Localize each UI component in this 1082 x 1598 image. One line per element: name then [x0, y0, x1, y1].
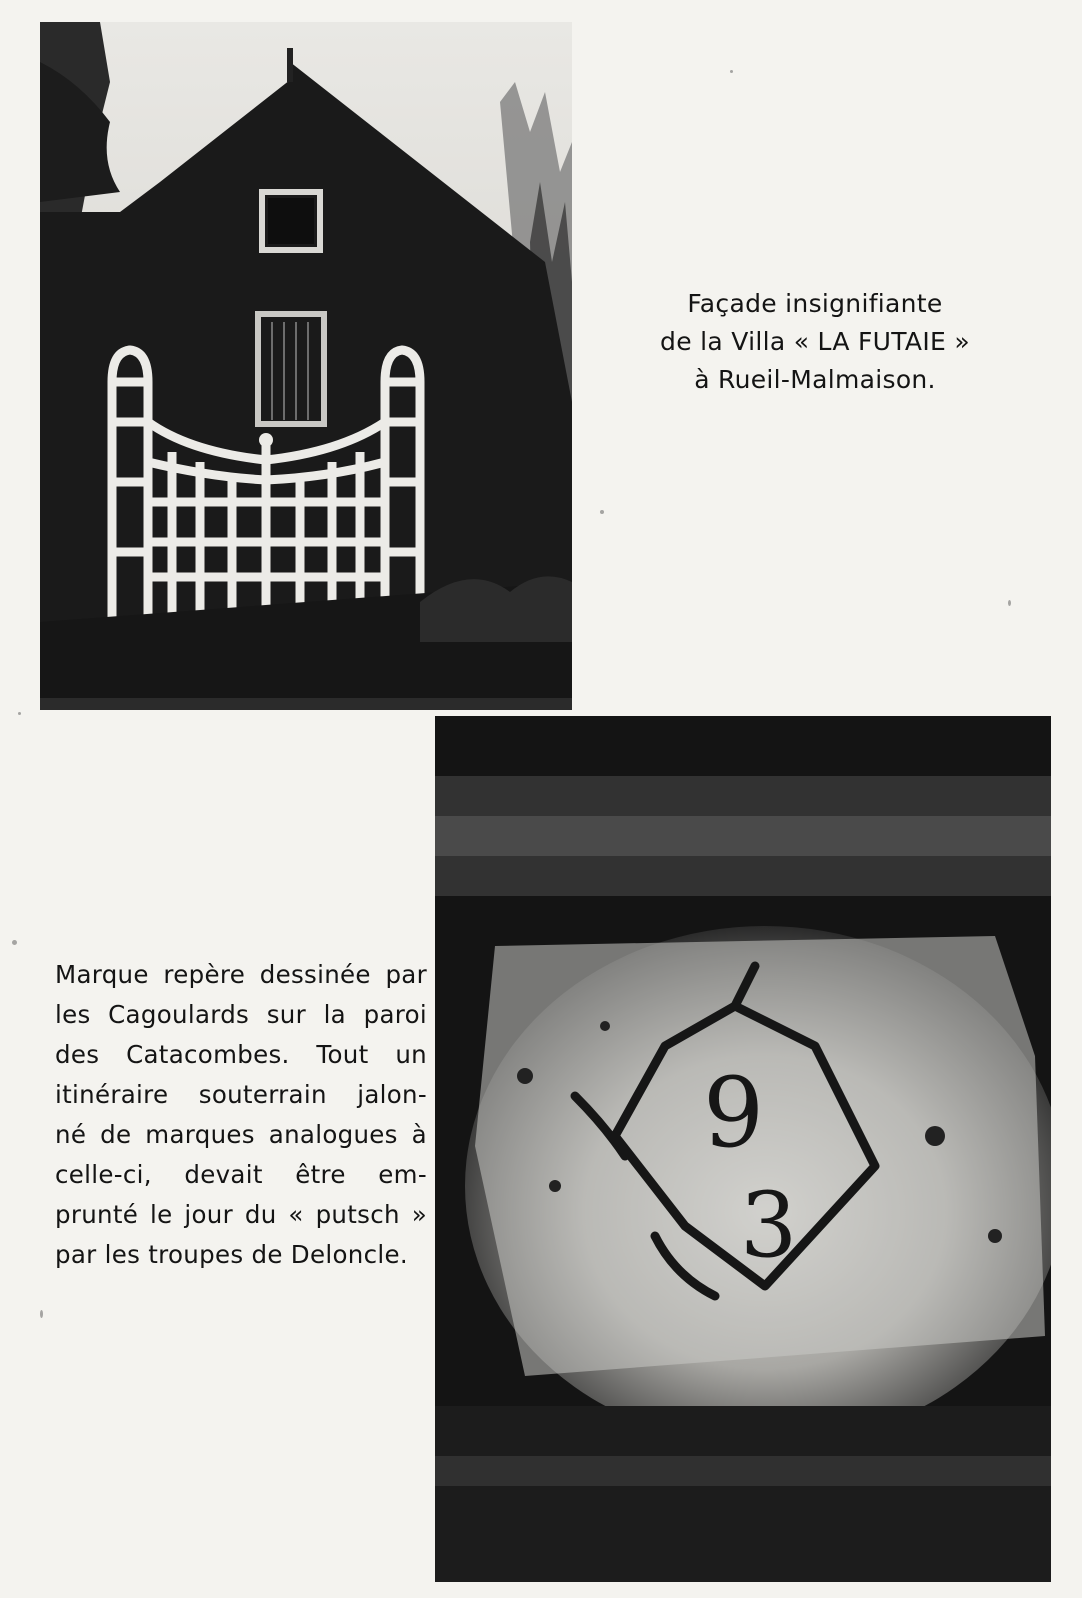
- catacomb-mark-caption: [55, 955, 427, 1275]
- villa-caption-line-1: Façade insignifiante: [687, 289, 943, 318]
- villa-caption-line-3: à Rueil-Malmaison.: [694, 365, 936, 394]
- mark-caption-line-3: des Catacombes. Tout un: [55, 1040, 427, 1069]
- mark-caption-line-5: né de marques analogues à: [55, 1120, 427, 1149]
- paper-speck: [600, 510, 604, 514]
- mark-glyph-3: 3: [740, 1173, 798, 1278]
- mark-caption-line-6: celle-ci, devait être em-: [55, 1160, 427, 1189]
- catacomb-mark-illustration: [435, 716, 1051, 1582]
- paper-speck: [12, 940, 17, 945]
- villa-caption-line-2: de la Villa « LA FUTAIE »: [660, 327, 970, 356]
- paper-speck: [730, 70, 733, 73]
- villa-caption: [585, 285, 1045, 399]
- mark-caption-line-4: itinéraire souterrain jalon-: [55, 1080, 427, 1109]
- mark-caption-line-2: les Cagoulards sur la paroi: [55, 1000, 427, 1029]
- paper-speck: [1008, 600, 1011, 606]
- paper-speck: [18, 712, 21, 715]
- mark-caption-line-1: Marque repère dessinée par: [55, 960, 427, 989]
- paper-speck: [40, 1310, 43, 1318]
- mark-caption-line-8: par les troupes de Deloncle.: [55, 1240, 408, 1269]
- mark-caption-line-7: prunté le jour du « putsch »: [55, 1200, 427, 1229]
- mark-glyph-9: 9: [703, 1057, 765, 1169]
- villa-photo: [40, 22, 572, 710]
- catacomb-mark-photo: [435, 716, 1051, 1582]
- villa-photo-illustration: [40, 22, 572, 710]
